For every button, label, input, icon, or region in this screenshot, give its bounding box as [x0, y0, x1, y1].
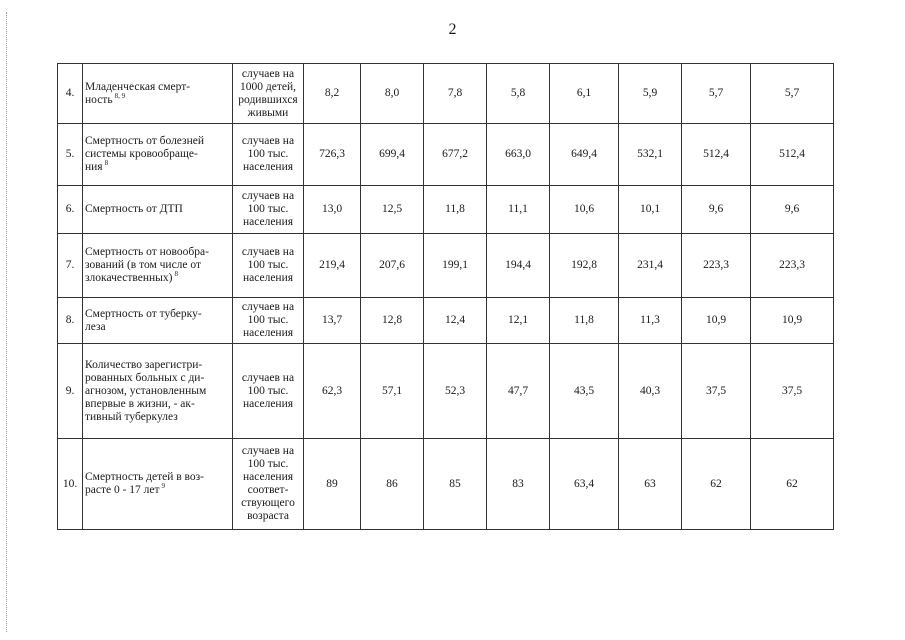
footnote-ref: 8 — [104, 159, 109, 167]
value-cell: 86 — [361, 439, 424, 530]
indicator-cell — [83, 124, 233, 186]
row-number: 9. — [58, 344, 83, 439]
value-cell: 89 — [304, 439, 361, 530]
value-cell: 13,7 — [304, 298, 361, 344]
value-cell: 37,5 — [751, 344, 834, 439]
value-cell: 11,8 — [424, 186, 487, 234]
row-number: 10. — [58, 439, 83, 530]
value-cell: 663,0 — [487, 124, 550, 186]
value-cell: 223,3 — [682, 234, 751, 298]
unit-cell: случаев на 100 тыс. населения — [233, 298, 304, 344]
value-cell: 37,5 — [682, 344, 751, 439]
value-cell: 199,1 — [424, 234, 487, 298]
indicator-cell — [83, 439, 233, 530]
indicator-name: Смертность от туберку- леза — [85, 307, 202, 333]
value-cell: 5,9 — [619, 64, 682, 124]
value-cell: 10,9 — [751, 298, 834, 344]
value-cell: 5,7 — [751, 64, 834, 124]
value-cell: 40,3 — [619, 344, 682, 439]
value-cell: 47,7 — [487, 344, 550, 439]
value-cell: 10,6 — [550, 186, 619, 234]
value-cell: 677,2 — [424, 124, 487, 186]
value-cell: 192,8 — [550, 234, 619, 298]
value-cell: 11,1 — [487, 186, 550, 234]
page-number: 2 — [448, 21, 457, 38]
value-cell: 5,8 — [487, 64, 550, 124]
value-cell: 231,4 — [619, 234, 682, 298]
footnote-ref: 8 — [174, 270, 178, 278]
value-cell: 512,4 — [682, 124, 751, 186]
value-cell: 62 — [682, 439, 751, 530]
value-cell: 12,5 — [361, 186, 424, 234]
row-number: 8. — [58, 298, 83, 344]
indicator-cell — [83, 344, 233, 439]
value-cell: 7,8 — [424, 64, 487, 124]
value-cell: 726,3 — [304, 124, 361, 186]
value-cell: 43,5 — [550, 344, 619, 439]
value-cell: 10,1 — [619, 186, 682, 234]
table-row — [58, 439, 834, 530]
indicator-cell — [83, 186, 233, 234]
indicator-cell — [83, 298, 233, 344]
value-cell: 52,3 — [424, 344, 487, 439]
value-cell: 85 — [424, 439, 487, 530]
value-cell: 223,3 — [751, 234, 834, 298]
value-cell: 57,1 — [361, 344, 424, 439]
value-cell: 63 — [619, 439, 682, 530]
table-row — [58, 124, 834, 186]
value-cell: 83 — [487, 439, 550, 530]
indicator-name: Смертность от новообра- зований (в том числе от злокачественных) — [85, 246, 209, 284]
value-cell: 12,1 — [487, 298, 550, 344]
table-row — [58, 234, 834, 298]
table-row — [58, 298, 834, 344]
value-cell: 699,4 — [361, 124, 424, 186]
value-cell: 512,4 — [751, 124, 834, 186]
value-cell: 649,4 — [550, 124, 619, 186]
footnote-ref: 9 — [161, 482, 166, 490]
value-cell: 194,4 — [487, 234, 550, 298]
row-number: 5. — [58, 124, 83, 186]
value-cell: 532,1 — [619, 124, 682, 186]
indicator-name: Количество зарегистри- рованных больных с ди- агнозом, установленным впервые в жизни, - ак- тивный туберкулез — [85, 358, 207, 423]
unit-cell: случаев на 100 тыс. населения соответ- ствующего возраста — [233, 439, 304, 530]
table-row — [58, 344, 834, 439]
value-cell: 11,3 — [619, 298, 682, 344]
table-body — [58, 64, 834, 530]
table-row — [58, 186, 834, 234]
value-cell: 62,3 — [304, 344, 361, 439]
value-cell: 5,7 — [682, 64, 751, 124]
value-cell: 12,8 — [361, 298, 424, 344]
unit-cell: случаев на 1000 детей, родившихся живыми — [233, 64, 304, 124]
value-cell: 8,0 — [361, 64, 424, 124]
indicator-name: Смертность от ДТП — [85, 203, 183, 215]
unit-cell: случаев на 100 тыс. населения — [233, 124, 304, 186]
page-edge-line — [6, 12, 7, 632]
value-cell: 13,0 — [304, 186, 361, 234]
value-cell: 11,8 — [550, 298, 619, 344]
indicator-name: Смертность от болезней системы кровообраще- ния — [85, 135, 205, 173]
value-cell: 10,9 — [682, 298, 751, 344]
indicators-table — [57, 63, 834, 530]
value-cell: 219,4 — [304, 234, 361, 298]
unit-cell: случаев на 100 тыс. населения — [233, 234, 304, 298]
row-number: 6. — [58, 186, 83, 234]
value-cell: 63,4 — [550, 439, 619, 530]
value-cell: 9,6 — [751, 186, 834, 234]
footnote-ref: 8, 9 — [114, 91, 126, 100]
indicator-name: Смертность детей в воз- расте 0 - 17 лет — [85, 471, 205, 496]
table-row — [58, 64, 834, 124]
value-cell: 9,6 — [682, 186, 751, 234]
unit-cell: случаев на 100 тыс. населения — [233, 186, 304, 234]
unit-cell: случаев на 100 тыс. населения — [233, 344, 304, 439]
row-number: 4. — [58, 64, 83, 124]
value-cell: 6,1 — [550, 64, 619, 124]
indicator-name: Младенческая смерт- ность — [85, 80, 191, 106]
indicator-cell — [83, 234, 233, 298]
row-number: 7. — [58, 234, 83, 298]
value-cell: 62 — [751, 439, 834, 530]
value-cell: 207,6 — [361, 234, 424, 298]
value-cell: 8,2 — [304, 64, 361, 124]
indicator-cell — [83, 64, 233, 124]
value-cell: 12,4 — [424, 298, 487, 344]
